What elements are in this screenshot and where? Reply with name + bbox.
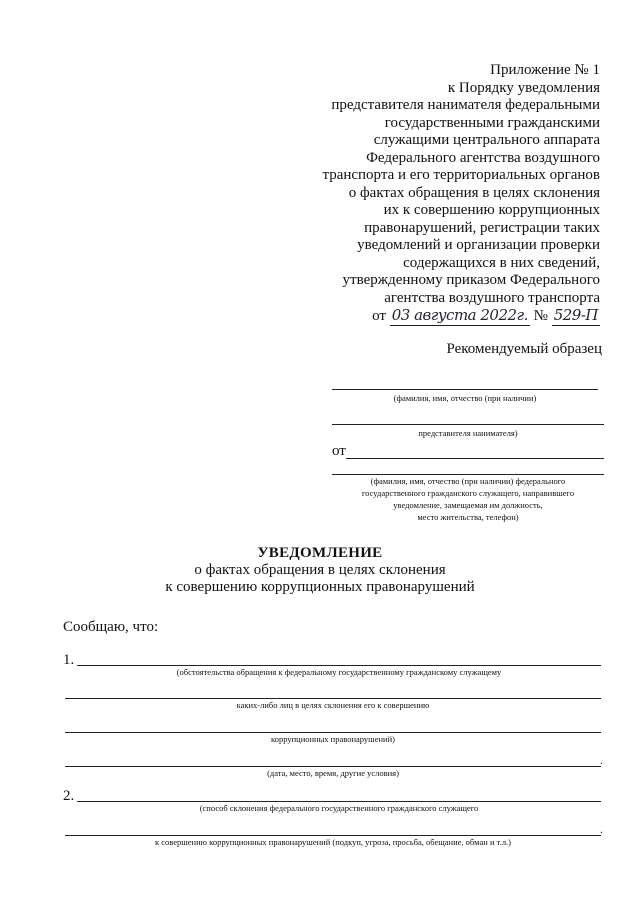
notice-title: УВЕДОМЛЕНИЕ bbox=[257, 545, 383, 561]
item-1-caption: (дата, место, время, другие условия) bbox=[267, 768, 399, 778]
appendix-line: государственными гражданскими bbox=[384, 114, 600, 131]
item-1-number: 1. bbox=[63, 652, 75, 668]
appendix-line: агентства воздушного транспорта bbox=[384, 289, 600, 306]
item-1-caption: каких-либо лиц в целях склонения его к совершению bbox=[236, 700, 430, 710]
sender-caption-line: (фамилия, имя, отчество (при наличии) федерального bbox=[370, 476, 566, 486]
appendix-line: о фактах обращения в целях склонения bbox=[348, 184, 600, 201]
appendix-line: транспорта и его территориальных органов bbox=[322, 167, 600, 183]
sender-caption bbox=[332, 475, 604, 523]
report-label: Сообщаю, что: bbox=[63, 619, 159, 635]
notice-subtitle: к совершению коррупционных правонарушений bbox=[165, 579, 475, 595]
appendix-line: представителя нанимателя федеральными bbox=[331, 97, 600, 113]
item-1-caption: (обстоятельства обращения к федеральному государственному гражданскому служащему bbox=[176, 667, 502, 677]
item-1-end-mark: . bbox=[600, 753, 603, 767]
appendix-line: Федерального агентства воздушного bbox=[366, 149, 600, 166]
item-2-number: 2. bbox=[63, 788, 75, 804]
name-field-line[interactable] bbox=[332, 389, 598, 390]
sender-caption-line: место жительства, телефон) bbox=[417, 512, 519, 522]
notice-title-block bbox=[0, 545, 640, 596]
appendix-line: служащими центрального аппарата bbox=[373, 132, 600, 148]
appendix-line: правонарушений, регистрации таких bbox=[364, 219, 600, 236]
from-label: от bbox=[332, 443, 346, 459]
representative-field-line[interactable] bbox=[332, 424, 604, 425]
order-date-line bbox=[280, 307, 600, 326]
sample-label: Рекомендуемый образец bbox=[446, 341, 602, 357]
handwritten-date: 03 августа 2022г. bbox=[391, 306, 528, 324]
sender-caption-line: уведомление, замещаемая им должность, bbox=[393, 500, 543, 510]
appendix-line: к Порядку уведомления bbox=[447, 79, 600, 96]
from-field-line[interactable] bbox=[346, 458, 604, 459]
appendix-line: Приложение № 1 bbox=[490, 62, 600, 78]
appendix-line: содержащихся в них сведений, bbox=[403, 254, 600, 271]
appendix-line: уведомлений и организации проверки bbox=[357, 237, 600, 253]
item-2-caption: к совершению коррупционных правонарушений (подкуп, угроза, просьба, обещание, обман и т.л.) bbox=[154, 837, 512, 847]
item-1-caption: коррупционных правонарушений) bbox=[271, 734, 395, 744]
handwritten-number: 529-П bbox=[553, 306, 598, 324]
name-caption: (фамилия, имя, отчество (при наличии) bbox=[393, 393, 537, 403]
sender-caption-line: государственного гражданского служащего, направившего bbox=[361, 488, 575, 498]
notice-subtitle: о фактах обращения в целях склонения bbox=[194, 562, 446, 578]
number-prefix: № bbox=[533, 308, 548, 324]
appendix-block bbox=[280, 62, 600, 326]
appendix-line: утвержденному приказом Федерального bbox=[342, 272, 600, 288]
item-2-end-mark: . bbox=[600, 822, 603, 836]
item-2-caption: (способ склонения федерального государственного гражданского служащего bbox=[199, 803, 479, 813]
date-prefix: от bbox=[372, 308, 386, 324]
appendix-line: их к совершению коррупционных bbox=[383, 202, 600, 218]
representative-caption: представителя нанимателя) bbox=[418, 428, 518, 438]
